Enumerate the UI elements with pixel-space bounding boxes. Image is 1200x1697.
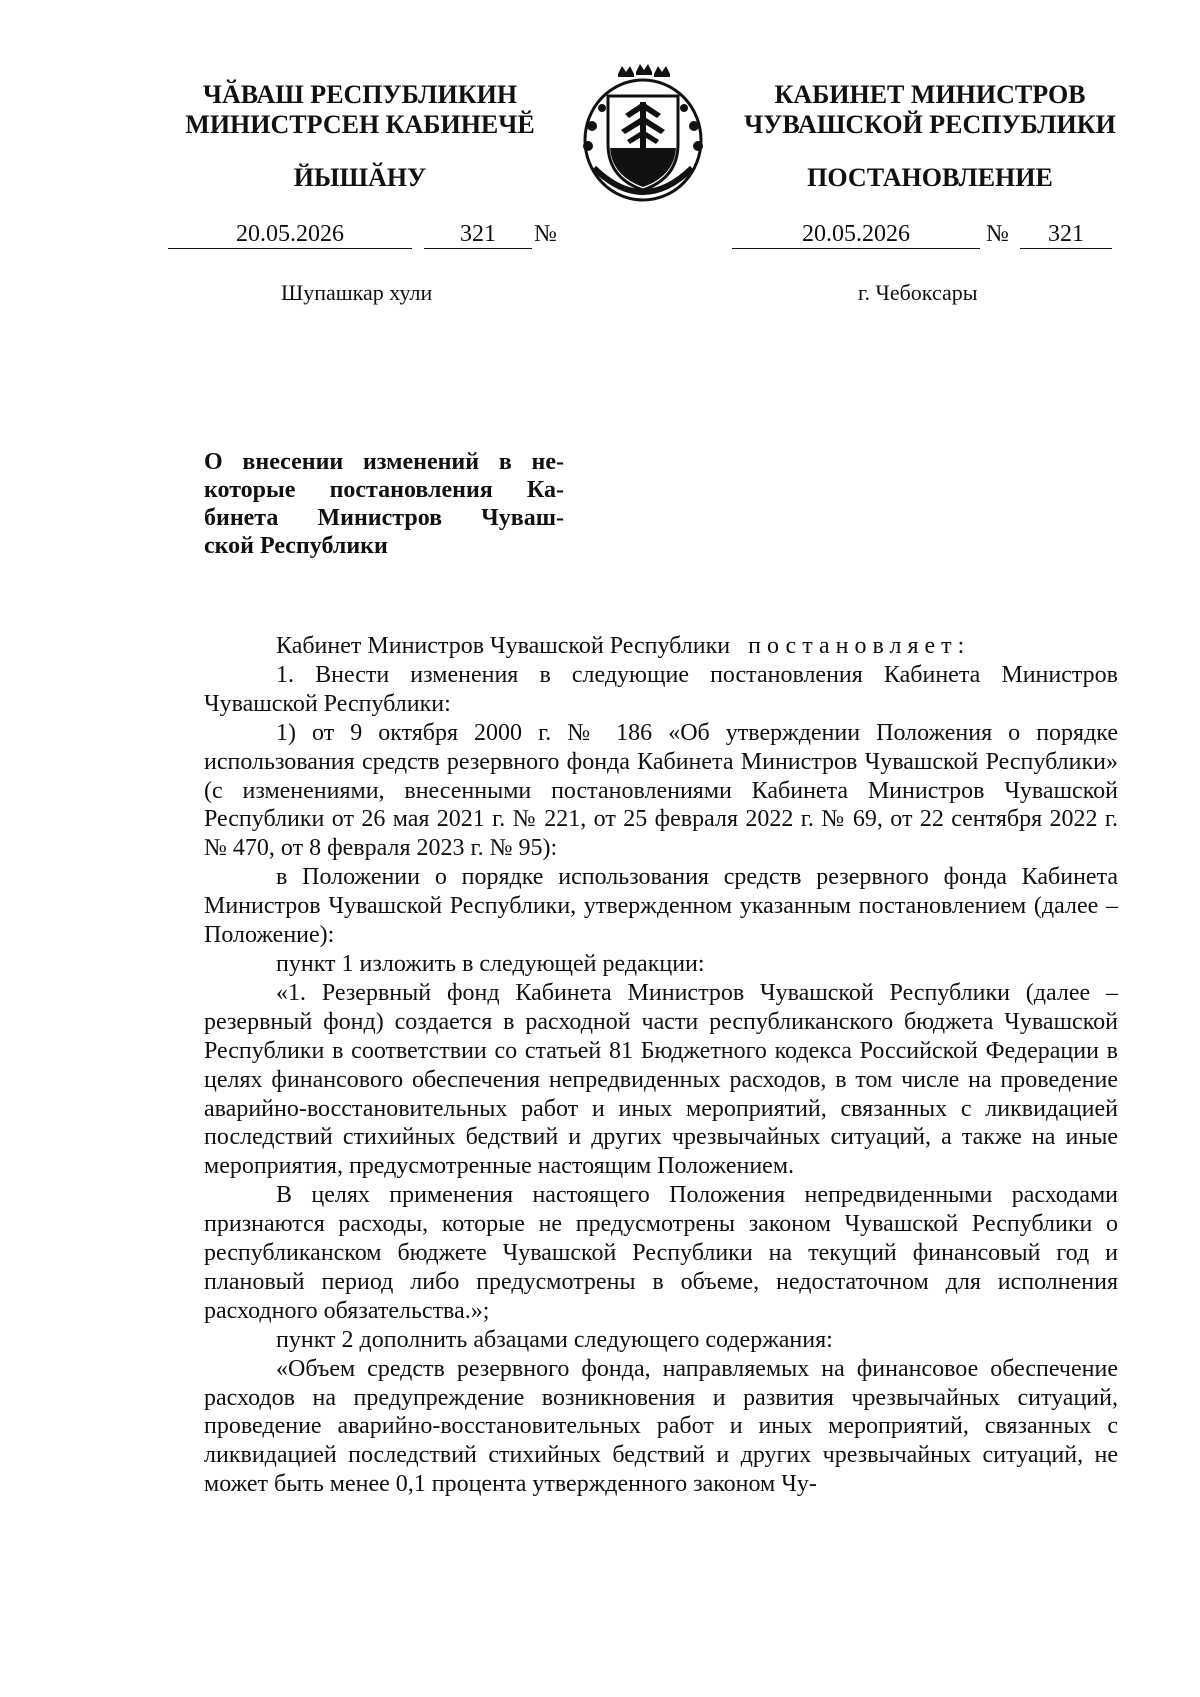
intro-prefix: Кабинет Министров Чувашской Республики bbox=[276, 633, 731, 659]
subject-line4: ской Республики bbox=[204, 533, 388, 559]
subject-line2: которые постановления Ка- bbox=[204, 477, 564, 503]
body-paragraph: «1. Резервный фонд Кабинета Министров Чувашской Республики (далее – резервный фонд) создается в расходной части республиканского бюджета Чувашской Республики в соответствии со статьей 81 Бюджетного кодекса Российской Федерации в целях финансового обеспечения непредвиденных расходов, в том числе на проведение аварийно-восстановительных работ и иных мероприятий, связанных с ликвидацией последствий стихийных бедствий и других чрезвычайных ситуаций, а также на иные мероприятия, предусмотренные настоящим Положением. bbox=[204, 979, 1118, 1180]
body-paragraph: пункт 2 дополнить абзацами следующего содержания: bbox=[276, 1326, 833, 1353]
body-paragraph: 1. Внести изменения в следующие постановления Кабинета Министров Чувашской Республики: bbox=[204, 661, 1118, 717]
body-paragraph: 1) от 9 октября 2000 г. № 186 «Об утверждении Положения о порядке использования средств резервного фонда Кабинета Министров Чувашской Республики» (с изменениями, внесенными постановлениями Кабинета Министров Чувашской Республики от 26 мая 2021 г. № 221, от 25 февраля 2022 г. № 69, от 22 сентября 2022 г. № 470, от 8 февраля 2023 г. № 95): bbox=[204, 719, 1118, 862]
city-left: Шупашкар хули bbox=[281, 280, 433, 305]
number-right: 321 bbox=[1020, 220, 1112, 249]
number-left: 321 bbox=[424, 220, 532, 249]
body-paragraph: пункт 1 изложить в следующей редакции: bbox=[276, 950, 705, 977]
subject-line1: О внесении изменений в не- bbox=[204, 449, 564, 475]
date-right: 20.05.2026 bbox=[732, 220, 980, 249]
number-sign-left: № bbox=[534, 221, 557, 247]
header-left-doc-type: ЙЫШӐНУ bbox=[293, 163, 427, 192]
body-paragraph: в Положении о порядке использования средств резервного фонда Кабинета Министров Чувашской Республики, утвержденном указанным постановлением (далее – Положение): bbox=[204, 864, 1118, 949]
body-paragraph: В целях применения настоящего Положения непредвиденными расходами признаются расходы, которые не предусмотрены законом Чувашской Республики о республиканском бюджете Чувашской Республики на текущий финансовый год и плановый период либо предусмотрены в объеме, недостаточном для исполнения расходного обязательства.»; bbox=[204, 1182, 1118, 1324]
city-right: г. Чебоксары bbox=[858, 280, 978, 305]
body-paragraph: «Объем средств резервного фонда, направляемых на финансовое обеспечение расходов на предупреждение возникновения и развития чрезвычайных ситуаций, проведение аварийно-восстановительных работ и иных мероприятий, связанных с ликвидацией последствий стихийных бедствий и других чрезвычайных ситуаций, не может быть менее 0,1 процента утвержденного законом Чу- bbox=[204, 1355, 1118, 1498]
left-details-row bbox=[168, 220, 568, 250]
number-sign-right: № bbox=[986, 221, 1009, 247]
date-left: 20.05.2026 bbox=[168, 220, 412, 249]
body-intro bbox=[204, 632, 1118, 661]
document-subject bbox=[204, 448, 564, 560]
subject-line3: бинета Министров Чуваш- bbox=[204, 505, 564, 531]
chuvash-coat-of-arms-icon bbox=[568, 56, 718, 206]
document-body bbox=[204, 632, 1118, 1499]
header-left-title-line2: МИНИСТРСЕН КАБИНЕЧӖ bbox=[185, 110, 535, 139]
intro-spaced: постановляет: bbox=[748, 633, 971, 659]
header-right-title bbox=[720, 80, 1140, 140]
right-details-row bbox=[732, 220, 1112, 250]
header-left-title bbox=[150, 80, 570, 140]
header-right-doc-type: ПОСТАНОВЛЕНИЕ bbox=[807, 163, 1053, 192]
header-left-title-line1: ЧӐВАШ РЕСПУБЛИКИН bbox=[202, 80, 518, 109]
header-right-title-line1: КАБИНЕТ МИНИСТРОВ bbox=[774, 80, 1086, 109]
header-right-title-line2: ЧУВАШСКОЙ РЕСПУБЛИКИ bbox=[744, 110, 1116, 139]
